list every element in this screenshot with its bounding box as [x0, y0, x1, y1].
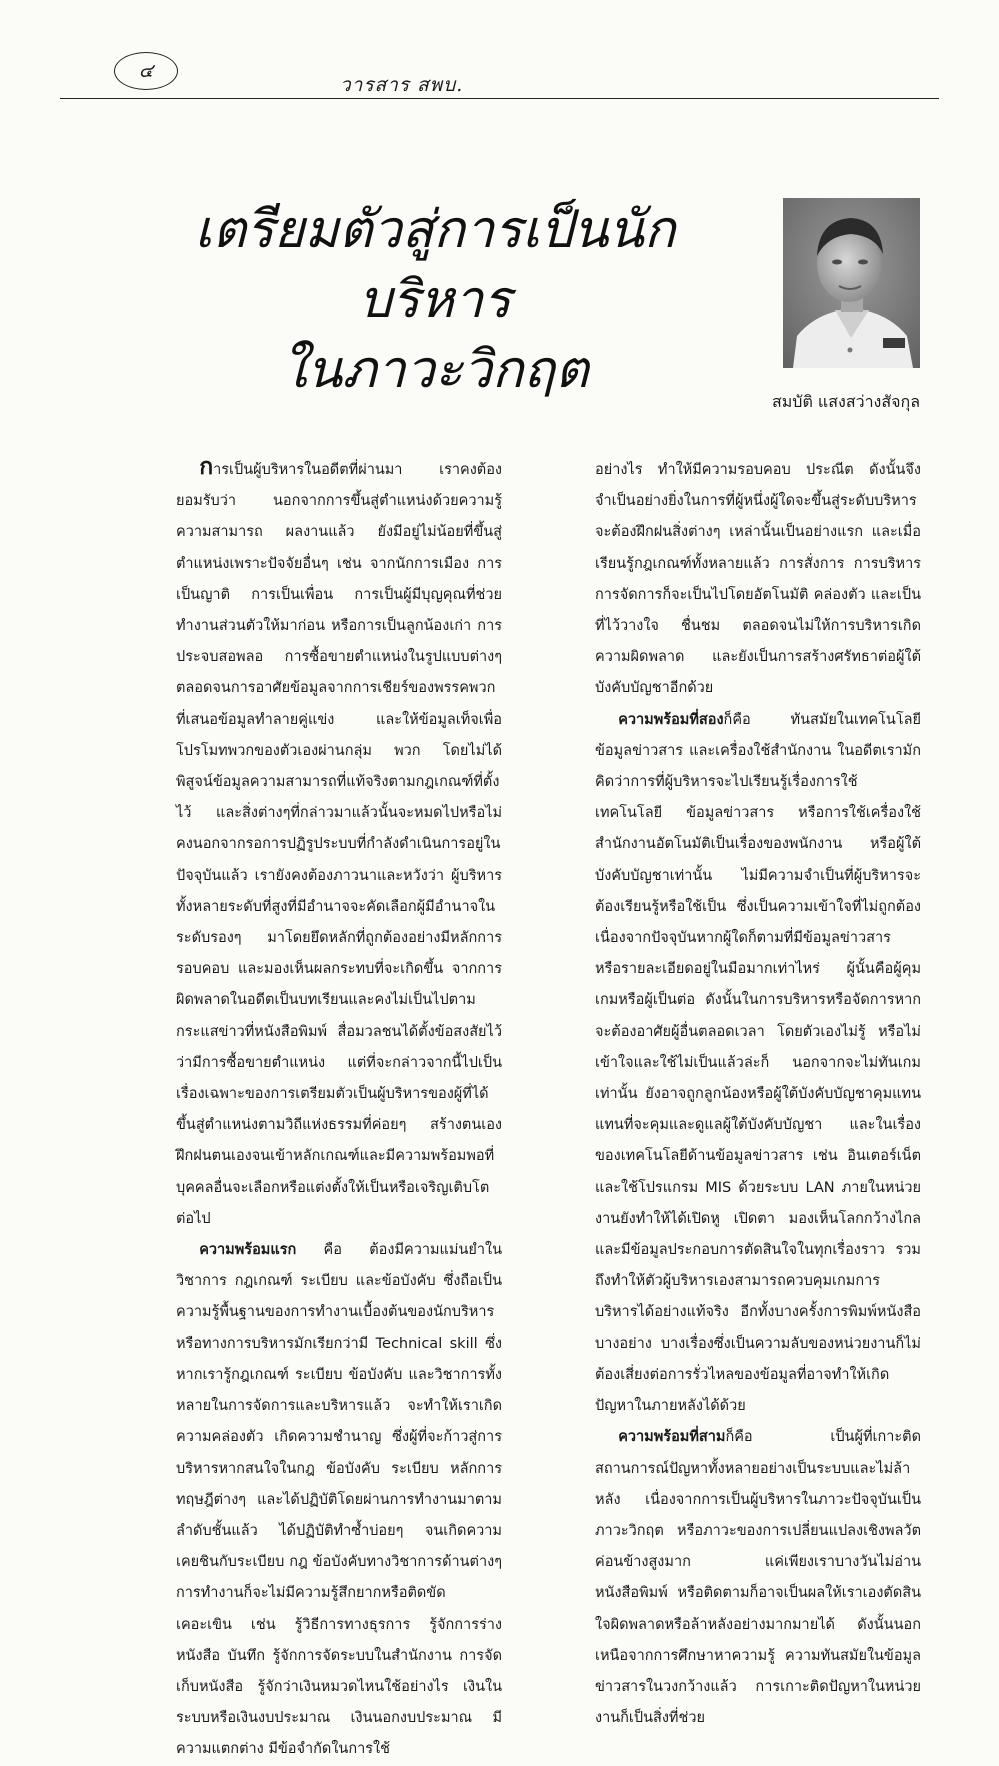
paragraph-text: ารเป็นผู้บริหารในอดีตที่ผ่านมา เราคงต้องยอมรับว่า นอกจากการขึ้นสู่ตำแหน่งด้วยความรู้ ความสามารถ ผลงานแล้ว ยังมีอยู่ไม่น้อยที่ขึ้นสู่ตำแหน่งเพราะปัจจัยอื่นๆ เช่น จากนักการเมือง การเป็นญาติ การเป็นเพื่อน การเป็นผู้มีบุญคุณที่ช่วยทำงานส่วนตัวให้มาก่อน หรือการเป็นลูกน้องเก่า การประจบสอพลอ การซื้อขายตำแหน่งในรูปแบบต่างๆ ตลอดจนการอาศัยข้อมูลจากการเชียร์ของพรรคพวกที่เสนอข้อมูลทำลายคู่แข่ง และให้ข้อมูลเท็จเพื่อโปรโมทพวกของตัวเองผ่านกลุ่ม พวก โดยไม่ได้พิสูจน์ข้อมูลความสามารถที่แท้จริงตามกฎเกณฑ์ที่ตั้งไว้ และสิ่งต่างๆที่กล่าวมาแล้วนั้นจะหมดไปหรือไม่ คงนอกจากรอการปฏิรูประบบที่กำลังดำเนินการอยู่ในปัจจุบันแล้ว เรายังคงต้องภาวนาและหวังว่า ผู้บริหารทั้งหลายระดับที่สูงที่มีอำนาจจะคัดเลือกผู้มีอำนาจในระดับรองๆ มาโดยยึดหลักที่ถูกต้องอย่างมีหลักการ รอบคอบ และมองเห็นผลกระทบที่จะเกิดขึ้น จากการผิดพลาดในอดีตเป็นบทเรียนและคงไม่เป็นไปตามกระแสข่าวที่หนังสือพิมพ์ สื่อมวลชนได้ตั้งข้อสงสัยไว้ว่ามีการซื้อขายตำแหน่ง แต่ที่จะกล่าวจากนี้ไปเป็นเรื่องเฉพาะของการเตรียมตัวเป็นผู้บริหารของผู้ที่ได้ขึ้นสู่ตำแหน่งตามวิถีแห่งธรรมที่ค่อยๆ สร้างตนเอง ฝึกฝนตนเองจนเข้าหลักเกณฑ์และมีความพร้อมพอที่บุคคลอื่นจะเลือกหรือแต่งตั้งให้เป็นหรือเจริญเติบโตต่อไป [176, 462, 502, 1227]
title-line-1: เตรียมตัวสู่การเป็นนักบริหาร [194, 200, 676, 330]
right-column [595, 455, 921, 1734]
paragraph: อย่างไร ทำให้มีความรอบคอบ ประณีต ดังนั้นจึงจำเป็นอย่างยิ่งในการที่ผู้หนึ่งผู้ใดจะขึ้นสู่ระดับบริหารจะต้องฝึกฝนสิ่งต่างๆ เหล่านั้นเป็นอย่างแรก และเมื่อเรียนรู้กฎเกณฑ์ทั้งหลายแล้ว การสั่งการ การบริหาร การจัดการก็จะเป็นไปโดยอัตโนมัติ คล่องตัว และเป็นที่ไว้วางใจ ชื่นชม ตลอดจนไม่ให้การบริหารเกิดความผิดพลาด และยังเป็นการสร้างศรัทธาต่อผู้ใต้บังคับบัญชาอีกด้วย [595, 462, 921, 697]
title-line-2: ในภาวะวิกฤต [281, 340, 589, 400]
paragraph [176, 1235, 502, 1765]
page-number: ๔ [114, 52, 178, 90]
article-title [120, 195, 750, 405]
author-portrait-image [783, 198, 920, 368]
drop-cap: ก [199, 454, 214, 480]
paragraph [176, 455, 502, 1235]
paragraph [595, 1422, 921, 1734]
paragraph-lead: ความพร้อมแรก [199, 1242, 297, 1259]
paragraph-text: คือ ต้องมีความแม่นยำในวิชาการ กฎเกณฑ์ ระเบียบ และข้อบังคับ ซึ่งถือเป็นความรู้พื้นฐานของการทำงานเบื้องต้นของนักบริหาร หรือทางการบริหารมักเรียกว่ามี Technical skill ซึ่งหากเรารู้กฎเกณฑ์ ระเบียบ ข้อบังคับ และวิชาการทั้งหลายในการจัดการและบริหารแล้ว จะทำให้เราเกิดความคล่องตัว เกิดความชำนาญ ซึ่งผู้ที่จะก้าวสู่การบริหารหากสนใจในกฎ ข้อบังคับ ระเบียบ หลักการทฤษฎีต่างๆ และได้ปฏิบัติโดยผ่านการทำงานมาตามลำดับชั้นแล้ว ได้ปฏิบัติทำซ้ำบ่อยๆ จนเกิดความเคยชินกับระเบียบ กฎ ข้อบังคับทางวิชาการด้านต่างๆ การทำงานก็จะไม่มีความรู้สึกยากหรือติดขัด เคอะเขิน เช่น รู้วิธีการทางธุรการ รู้จักการร่างหนังสือ บันทึก รู้จักการจัดระบบในสำนักงาน การจัดเก็บหนังสือ รู้จักว่าเงินหมวดไหนใช้อย่างไร เงินในระบบหรือเงินงบประมาณ เงินนอกงบประมาณ มีความแตกต่าง มีข้อจำกัดในการใช้ [176, 1242, 502, 1758]
header-rule [60, 98, 939, 99]
author-photo [783, 198, 920, 368]
paragraph-lead: ความพร้อมที่สาม [618, 1429, 726, 1446]
paragraph-lead: ความพร้อมที่สอง [618, 711, 724, 728]
paragraph-text: ก็คือ ทันสมัยในเทคโนโลยีข้อมูลข่าวสาร และเครื่องใช้สำนักงาน ในอดีตเรามักคิดว่าการที่ผู้บริหารจะไปเรียนรู้เรื่องการใช้เทคโนโลยี ข้อมูลข่าวสาร หรือการใช้เครื่องใช้สำนักงานอัตโนมัติเป็นเรื่องของพนักงาน หรือผู้ใต้บังคับบัญชาเท่านั้น ไม่มีความจำเป็นที่ผู้บริหารจะต้องเรียนรู้หรือใช้เป็น ซึ่งเป็นความเข้าใจที่ไม่ถูกต้อง เนื่องจากปัจจุบันหากผู้ใดก็ตามที่มีข้อมูลข่าวสาร หรือรายละเอียดอยู่ในมือมากเท่าไหร่ ผู้นั้นคือผู้คุมเกมหรือผู้เป็นต่อ ดังนั้นในการบริหารหรือจัดการหากจะต้องอาศัยผู้อื่นตลอดเวลา โดยตัวเองไม่รู้ หรือไม่เข้าใจและใช้ไม่เป็นแล้วล่ะก็ นอกจากจะไม่ทันเกมเท่านั้น ยังอาจถูกลูกน้องหรือผู้ใต้บังคับบัญชาคุมแทน แทนที่จะคุมและดูแลผู้ใต้บังคับบัญชา และในเรื่องของเทคโนโลยีด้านข้อมูลข่าวสาร เช่น อินเตอร์เน็ตและใช้โปรแกรม MIS ด้วยระบบ LAN ภายในหน่วยงานยังทำให้ได้เปิดหู เปิดตา มองเห็นโลกกว้างไกล และมีข้อมูลประกอบการตัดสินใจในทุกเรื่องราว รวมถึงทำให้ตัวผู้บริหารเองสามารถควบคุมเกมการบริหารได้อย่างแท้จริง อีกทั้งบางครั้งการพิมพ์หนังสือบางอย่าง บางเรื่องซึ่งเป็นความลับของหน่วยงานก็ไม่ต้องเสี่ยงต่อการรั่วไหลของข้อมูลที่อาจทำให้เกิดปัญหาในภายหลังได้ด้วย [595, 711, 921, 1415]
left-column [176, 455, 502, 1766]
paragraph-text: ก็คือ เป็นผู้ที่เกาะติดสถานการณ์ปัญหาทั้งหลายอย่างเป็นระบบและไม่ล้าหลัง เนื่องจากการเป็นผู้บริหารในภาวะปัจจุบันเป็นภาวะวิกฤต หรือภาวะของการเปลี่ยนแปลงเชิงพลวัตค่อนข้างสูงมาก แค่เพียงเราบางวันไม่อ่านหนังสือพิมพ์ หรือติดตามก็อาจเป็นผลให้เราเองตัดสินใจผิดพลาดหรือล้าหลังอย่างมากมายได้ ดังนั้นนอกเหนือจากการศึกษาหาความรู้ ความทันสมัยในข้อมูลข่าวสารในวงกว้างแล้ว การเกาะติดปัญหาในหน่วยงานก็เป็นสิ่งที่ช่วย [595, 1429, 921, 1727]
paragraph [595, 705, 921, 1423]
author-name: สมบัติ แสงสว่างสัจกุล [771, 392, 920, 411]
journal-name: วารสาร สพบ. [340, 74, 464, 96]
